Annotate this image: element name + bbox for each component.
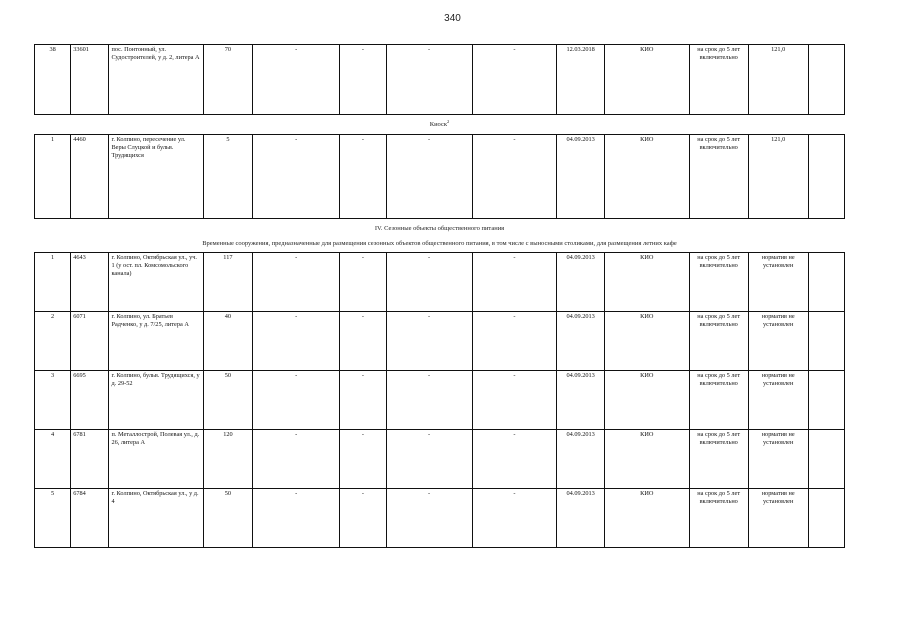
cell-norm: норматив не установлен: [748, 371, 808, 430]
cell-code: 6784: [71, 489, 109, 548]
cell-date: 04.09.2013: [557, 312, 605, 371]
cell-col6: -: [340, 253, 387, 312]
table-row: [35, 371, 845, 430]
cell-col8: -: [472, 371, 557, 430]
cell-num: 5: [35, 489, 71, 548]
cell-col7: -: [386, 371, 472, 430]
cell-norm: норматив не установлен: [748, 489, 808, 548]
table-row: [35, 489, 845, 548]
cell-code: 4460: [71, 135, 109, 219]
cell-org: КИО: [604, 489, 689, 548]
cell-area: 70: [203, 45, 253, 115]
cell-extra: [808, 253, 844, 312]
cell-col7: -: [386, 312, 472, 371]
cell-date: 04.09.2013: [557, 371, 605, 430]
cell-num: 4: [35, 430, 71, 489]
cell-area: 50: [203, 489, 253, 548]
section-heading: IV. Сезонные объекты общественного питания: [374, 225, 505, 232]
caption-footnote-mark: 2: [447, 118, 450, 124]
cell-address: г. Колпино, ул. Братьев Радченко, у д. 7/25, литера А: [109, 312, 203, 371]
cell-col5: -: [253, 135, 340, 219]
cell-col6: -: [340, 312, 387, 371]
cell-address: пос. Понтонный, ул. Судостроителей, у д. 2, литера А: [109, 45, 203, 115]
cell-col7: -: [386, 253, 472, 312]
cell-num: 38: [35, 45, 71, 115]
cell-code: 6781: [71, 430, 109, 489]
cell-col6: -: [340, 371, 387, 430]
cell-extra: [808, 489, 844, 548]
cell-col7: -: [386, 45, 472, 115]
table-section-1: [34, 44, 845, 115]
cell-norm: норматив не установлен: [748, 312, 808, 371]
table-row: [35, 253, 845, 312]
cell-col7: -: [386, 135, 472, 219]
cell-col8: -: [472, 430, 557, 489]
cell-address: г. Колпино, Октябрьская ул., уч. 1 (у ост. пл. Комсомольского канала): [109, 253, 203, 312]
cell-date: 04.09.2013: [557, 489, 605, 548]
cell-extra: [808, 371, 844, 430]
section-subheading: Временные сооружения, предназначенные для размещения сезонных объектов общественного питания, в том числе с выносными столиками, для размещения летних кафе: [202, 240, 677, 247]
cell-col8: -: [472, 253, 557, 312]
cell-col7: -: [386, 430, 472, 489]
cell-norm: норматив не установлен: [748, 430, 808, 489]
cell-term: на срок до 5 лет включительно: [689, 489, 748, 548]
cell-date: 12.03.2018: [557, 45, 605, 115]
cell-num: 1: [35, 253, 71, 312]
cell-area: 40: [203, 312, 253, 371]
cell-col5: -: [253, 371, 340, 430]
cell-area: 5: [203, 135, 253, 219]
cell-org: КИО: [604, 253, 689, 312]
table-section-2: [34, 134, 845, 219]
cell-extra: [808, 312, 844, 371]
cell-col5: -: [253, 312, 340, 371]
cell-date: 04.09.2013: [557, 430, 605, 489]
section-caption-kiosk: [34, 118, 845, 129]
cell-code: 6071: [71, 312, 109, 371]
cell-col8: -: [472, 312, 557, 371]
cell-col8: -: [472, 135, 557, 219]
cell-num: 1: [35, 135, 71, 219]
cell-term: на срок до 5 лет включительно: [689, 45, 748, 115]
cell-org: КИО: [604, 312, 689, 371]
cell-col5: -: [253, 253, 340, 312]
cell-address: г. Колпино, бульв. Трудящихся, у д. 29-52: [109, 371, 203, 430]
cell-col8: -: [472, 489, 557, 548]
cell-address: г. Колпино, пересечение ул. Веры Слуцкой и бульв. Трудящихся: [109, 135, 203, 219]
cell-code: 33601: [71, 45, 109, 115]
cell-date: 04.09.2013: [557, 135, 605, 219]
cell-col5: -: [253, 45, 340, 115]
page-number: 340: [444, 13, 461, 24]
table-row: [35, 312, 845, 371]
cell-extra: [808, 430, 844, 489]
cell-extra: [808, 135, 844, 219]
cell-code: 4643: [71, 253, 109, 312]
cell-term: на срок до 5 лет включительно: [689, 253, 748, 312]
cell-col7: -: [386, 489, 472, 548]
cell-term: на срок до 5 лет включительно: [689, 135, 748, 219]
cell-col5: -: [253, 430, 340, 489]
cell-num: 2: [35, 312, 71, 371]
cell-org: КИО: [604, 45, 689, 115]
cell-norm: норматив не установлен: [748, 253, 808, 312]
cell-num: 3: [35, 371, 71, 430]
table-section-3: [34, 252, 845, 548]
cell-col5: -: [253, 489, 340, 548]
cell-area: 50: [203, 371, 253, 430]
cell-col6: -: [340, 45, 387, 115]
cell-address: г. Колпино, Октябрьская ул., у д. 4: [109, 489, 203, 548]
cell-area: 117: [203, 253, 253, 312]
cell-extra: [808, 45, 844, 115]
cell-code: 6695: [71, 371, 109, 430]
cell-term: на срок до 5 лет включительно: [689, 312, 748, 371]
cell-term: на срок до 5 лет включительно: [689, 371, 748, 430]
cell-norm: 121,0: [748, 135, 808, 219]
cell-org: КИО: [604, 371, 689, 430]
cell-date: 04.09.2013: [557, 253, 605, 312]
cell-norm: 121,0: [748, 45, 808, 115]
cell-term: на срок до 5 лет включительно: [689, 430, 748, 489]
table-row: [35, 430, 845, 489]
cell-address: п. Металлострой, Полевая ул., д. 26, литера А: [109, 430, 203, 489]
cell-org: КИО: [604, 430, 689, 489]
cell-area: 120: [203, 430, 253, 489]
cell-col6: -: [340, 489, 387, 548]
cell-col8: -: [472, 45, 557, 115]
table-row: [35, 135, 845, 219]
caption-text: Киоск: [429, 121, 448, 128]
cell-org: КИО: [604, 135, 689, 219]
cell-col6: -: [340, 135, 387, 219]
cell-col6: -: [340, 430, 387, 489]
table-row: [35, 45, 845, 115]
